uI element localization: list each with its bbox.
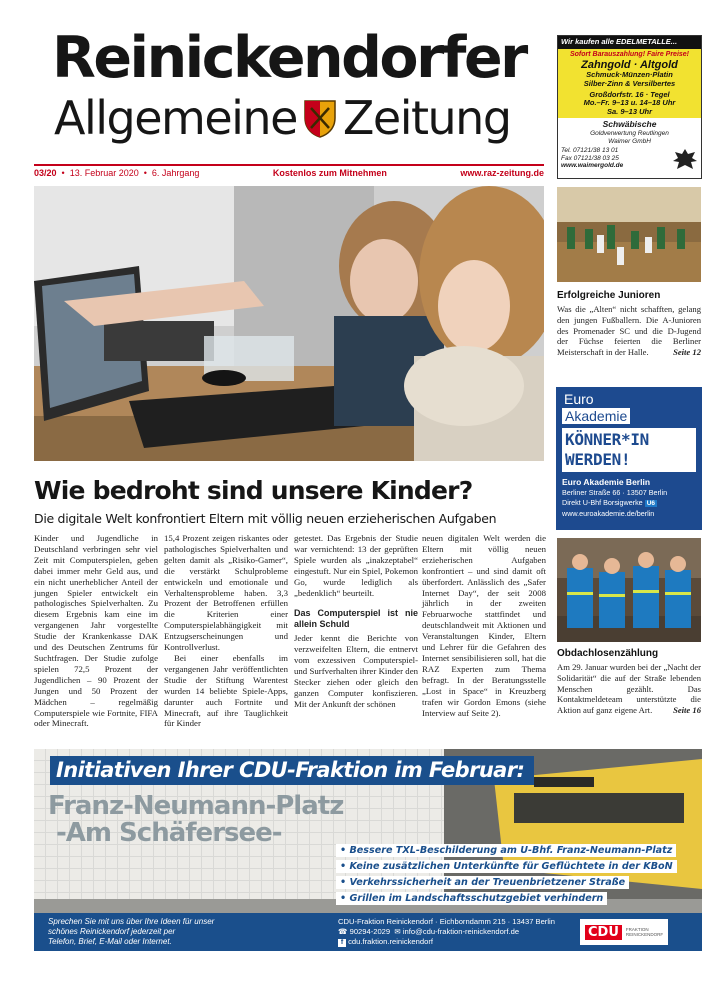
cdu-initiatives-list	[336, 844, 677, 908]
side-photo-football-illustration	[557, 187, 701, 282]
footer-invite-line2: schönes Reinickendorf jederzeit per	[48, 927, 176, 936]
ad-gold-purchase[interactable]	[557, 35, 702, 179]
side2-text	[557, 662, 701, 716]
issue-website-link[interactable]: www.raz-zeitung.de	[460, 168, 544, 178]
article-paragraph-2: 15,4 Prozent zeigen riskantes oder pathologisches Spielverhalten und gelten damit als „Risiko-Gamer“, die verstärkt Schulprobleme entwickeln und emotionale und Verhaltensprobleme haben. 3,3 Prozent der Betroffenen erfüllen die Kriterien einer Computerspielabhängigkeit mit Entzugserscheinungen und Kontrollverlust.	[164, 533, 288, 653]
station-sign-line1: Franz-Neumann-Platz	[48, 791, 344, 821]
euro-ad-slogan	[562, 428, 696, 472]
euro-ad-transit-text: Direkt U-Bhf Borsigwerke	[562, 498, 643, 507]
cdu-footer	[34, 913, 702, 951]
initiative-item-4: • Grillen im Landschaftsschutzgebiet verhindern	[336, 892, 607, 905]
cdu-logo	[580, 919, 668, 945]
cdu-logo-sub1: FRAKTION	[625, 927, 649, 932]
facebook-icon: f	[338, 939, 346, 947]
ad-gold-fax: Fax 07121/38 03 25	[561, 154, 619, 162]
phone-icon: ☎	[338, 927, 348, 936]
coat-of-arms-icon	[303, 98, 337, 138]
footer-address: CDU-Fraktion Reinickendorf · Eichborndamm 215 · 13437 Berlin	[338, 917, 555, 926]
main-photo-illustration	[34, 186, 544, 461]
ad-gold-tel: Tel. 07121/38 13 01	[561, 147, 619, 155]
article-paragraph-4: getestet. Das Ergebnis der Studie war vernichtend: 13 der geprüften Spiele wurden als „inakzeptabel“ eingestuft. Nur ein Spiel, Pokemon Go, wurde lediglich als „bedenklich“ beurteilt.	[294, 533, 418, 598]
u6-line-badge: U6	[646, 500, 655, 507]
article-paragraph-1: Kinder und Jugendliche in Deutschland verbringen sehr viel Zeit mit Computerspielen, geben dabei immer mehr Geld aus, und ein nicht unerheblicher Anteil der jungen Spieler entwickelt ein pathologisches Spielverhalten. Zu diesem Ergebnis kam eine im vergangenen Jahr vorgestellte Studie der Krankenkasse DAK und des Deutschen Zentrums für Suchtfragen. Der Studie zufolge spielen 72,5 Prozent der Jugendlichen – 90 Prozent der Jungen und 50 Prozent der Mädchen – regelmäßig Computerspiele wie Fortnite, FIFA oder Minecraft.	[34, 533, 158, 729]
ad-gold-company	[558, 118, 701, 145]
masthead-word-zeitung: Zeitung	[342, 91, 511, 145]
article-subheading: Das Computerspiel ist nie allein Schuld	[294, 608, 418, 630]
ad-gold-company-sub2: Waimer GmbH	[608, 137, 651, 145]
euro-ad-address: Berliner Straße 66 · 13507 Berlin	[562, 488, 668, 497]
cdu-logo-sub	[626, 927, 663, 937]
mail-icon: ✉	[394, 927, 401, 936]
side1-text	[557, 304, 701, 358]
euro-ad-web[interactable]: www.euroakademie.de/berlin	[562, 509, 655, 518]
ad-gold-hours1: Mo.–Fr. 9–13 u. 14–18 Uhr	[583, 98, 676, 108]
side2-page-ref[interactable]: Seite 16	[673, 705, 701, 716]
issue-info: 03/20 • 13. Februar 2020 • 6. Jahrgang	[34, 168, 200, 178]
euro-ad-title: Euro Akademie Berlin	[562, 477, 651, 487]
euro-ad-transit	[562, 498, 667, 509]
ad-gold-offer: Sofort Barauszahlung! Faire Preise!	[569, 50, 690, 58]
cdu-logo-sub2: REINICKENDORF	[625, 932, 664, 937]
article-headline: Wie bedroht sind unsere Kinder?	[34, 476, 473, 505]
footer-invite-line1: Sprechen Sie mit uns über Ihre Ideen für unser	[48, 917, 215, 926]
side2-headline: Obdachlosenzählung	[557, 648, 659, 659]
issue-volume: 6. Jahrgang	[151, 168, 200, 178]
footer-phone-mail	[338, 927, 562, 937]
issue-bar	[34, 166, 544, 180]
ad-gold-web[interactable]: www.waimergold.de	[561, 162, 624, 170]
euro-ad-info	[562, 477, 667, 519]
article-paragraph-3: Bei einer ebenfalls im vergangenen Jahr veröffentlichten Studie der Stiftung Warentest wurden 14 beliebte Spiele-Apps, darunter auch Fortnite und Minecraft, auf ihre Tauglichkeit für Kinder	[164, 652, 288, 729]
footer-facebook-link[interactable]: cdu.fraktion.reinickendorf	[348, 937, 433, 946]
side1-page-ref[interactable]: Seite 12	[673, 347, 701, 358]
ad-gold-company-name: Schwäbische	[602, 119, 657, 130]
issue-number: 03/20	[34, 168, 57, 178]
euro-ad-slogan-line2: WERDEN!	[565, 450, 631, 469]
masthead-title-line1: Reinickendorfer	[52, 25, 526, 91]
initiative-item-2: • Keine zusätzlichen Unterkünfte für Geflüchtete in der KBoN	[336, 860, 677, 873]
masthead-title-line2	[54, 91, 511, 145]
euro-ad-logo-line1: Euro	[564, 391, 594, 407]
article-paragraph-6: neuen digitalen Welt werden die Eltern mit völlig neuen erzieherischen Aufgaben konfrontiert – und sind damit oft überfordert. Anlässlich des „Safer Internet Day“, der seit 2008 jährlich in der zweiten Februarwoche stattfindet und deutschlandweit mit Aktionen und Veranstaltungen Kinder, Eltern und Lehrer für die Gefahren des Internet sensibilisieren soll, hat die RAZ Experten zum Thema befragt. In der Beratungsstelle „Lost in Space“ in Kreuzberg trafen wir Gordon Emons (siehe Interview auf Seite 2).	[422, 533, 546, 718]
footer-contact-details	[322, 917, 562, 947]
ad-gold-items1: Schmuck·Münzen·Platin	[586, 70, 673, 80]
footer-facebook	[338, 937, 562, 947]
ad-gold-items2: Silber·Zinn & Versilbertes	[583, 78, 676, 88]
footer-contact-invite	[34, 917, 322, 947]
article-paragraph-5: Jeder kennt die Berichte von verzweifelten Eltern, die entnervt vom exzessiven Computerspiel- und Surfverhalten ihrer Kinder den Stecker ziehen oder gleich den ganzen Computer konfiszieren. Mit der Ankunft der schönen	[294, 633, 418, 709]
ad-gold-hours2: Sa. 9–13 Uhr	[606, 106, 653, 116]
issue-free-note: Kostenlos zum Mitnehmen	[272, 168, 387, 178]
side1-body: Was die „Alten“ nicht schafften, gelang den jungen Fußballern. Die A-Junioren des Promenader SC und die D-Jugend der Füchse feierten die Berliner Meisterschaft in der Halle.	[557, 304, 701, 358]
side1-headline: Erfolgreiche Junioren	[557, 290, 661, 301]
article-column-2	[164, 533, 288, 729]
ad-gold-name: Zahngold · Altgold	[581, 58, 678, 71]
article-subhead: Die digitale Welt konfrontiert Eltern mit völlig neuen erzieherischen Aufgaben	[34, 511, 497, 526]
side-photo-volunteers-illustration	[557, 538, 701, 642]
ad-gold-main	[558, 49, 701, 119]
cdu-banner-title: Initiativen Ihrer CDU-Fraktion im Februar:	[50, 756, 534, 785]
main-photo	[34, 186, 544, 461]
station-sign-line2: -Am Schäfersee-	[56, 818, 282, 848]
masthead-word-allgemeine: Allgemeine	[54, 91, 297, 145]
footer-invite-line3: Telefon, Brief, E-Mail oder Internet.	[48, 937, 172, 946]
side2-body: Am 29. Januar wurden bei der „Nacht der Solidarität“ die auf der Straße lebenden Menschen gezählt. Das Kontaktmeldeteam unterstützte die Aktion auf ganz eigene Art.	[557, 662, 701, 716]
article-column-1	[34, 533, 158, 729]
footer-phone[interactable]: 90294-2029	[349, 927, 391, 936]
station-sign	[48, 793, 343, 847]
side-photo-volunteers	[557, 538, 701, 642]
footer-email[interactable]: info@cdu-fraktion-reinickendorf.de	[402, 927, 520, 936]
euro-ad-slogan-line1: KÖNNER*IN	[565, 430, 649, 449]
cdu-logo-mark: CDU	[585, 925, 622, 940]
article-column-3	[294, 533, 418, 710]
ad-gold-contact	[558, 145, 701, 175]
article-column-4	[422, 533, 546, 718]
ad-gold-company-sub: Goldverwertung Reutlingen	[590, 130, 669, 138]
initiative-item-1: • Bessere TXL-Beschilderung am U-Bhf. Franz-Neumann-Platz	[336, 844, 676, 857]
ad-gold-header: Wir kaufen alle EDELMETALLE...	[558, 36, 701, 49]
eagle-crest-icon	[672, 147, 698, 173]
ad-euro-akademie[interactable]	[556, 387, 702, 530]
initiative-item-3: • Verkehrssicherheit an der Treuenbrietzener Straße	[336, 876, 629, 889]
ad-gold-address: Großdorfstr. 16 · Tegel	[589, 89, 670, 99]
issue-date: 13. Februar 2020	[69, 168, 139, 178]
side-photo-football	[557, 187, 701, 282]
euro-ad-logo-line2: Akademie	[562, 408, 630, 424]
